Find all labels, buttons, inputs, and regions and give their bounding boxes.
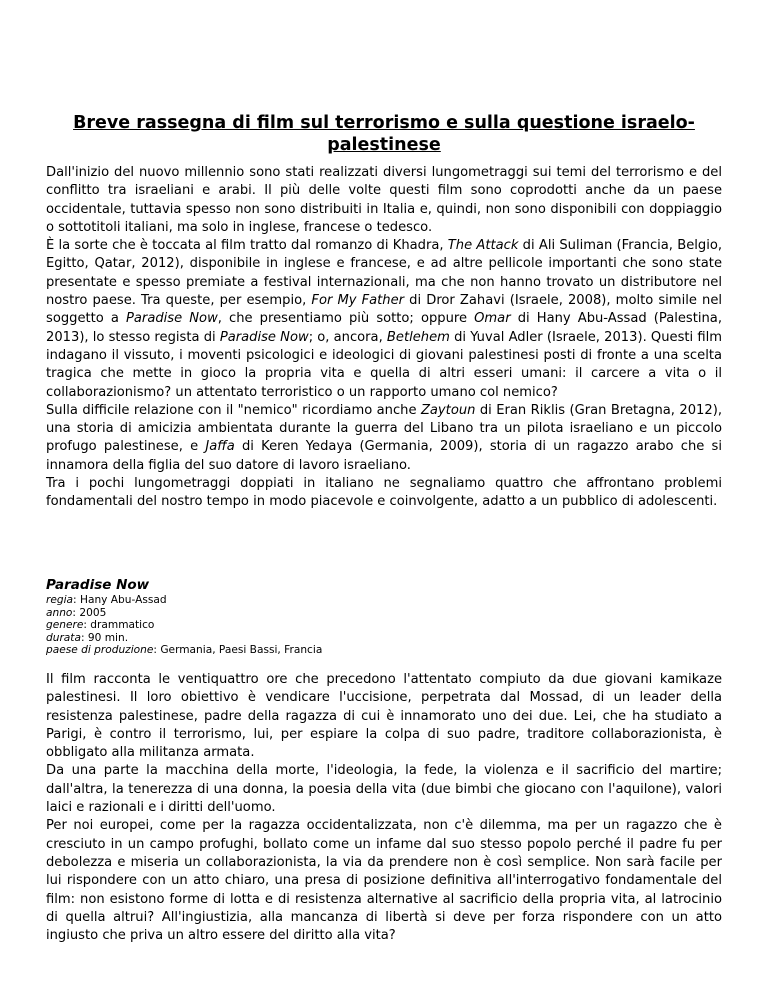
text-run: di Ali Suliman (Francia, Belgio, Egitto, Qatar, 2012), disponibile in inglese e francese, e ad altre pellicole importanti che sono state presentate e spesso premiate a festival internazionali, ma che non hanno trovato un distributore nel nostro paese. Tra queste, per esempio, [46, 238, 723, 309]
review-paragraph-2: Da una parte la macchina della morte, l'ideologia, la fede, la violenza e il sacrificio del martire; dall'altra, la tenerezza di una donna, la poesia della vita (due bimbi che giocano con l'aquilone), valori laici e razionali e i diritti dell'uomo. [46, 763, 722, 816]
film-heading: Paradise Now [46, 577, 150, 593]
metadata-row: regia: Hany Abu-Assad [46, 594, 167, 606]
text-run: È la sorte che è toccata al film tratto dal romanzo di Khadra, [46, 238, 448, 254]
metadata-value: Hany Abu-Assad [79, 594, 167, 606]
text-run: di Hany Abu-Assad (Palestina, 2013), lo stesso regista di [46, 311, 722, 345]
text-run: di Dror Zahavi (Israele, 2008), molto simile nel soggetto a [46, 293, 723, 327]
review-paragraph-3: Per noi europei, come per la ragazza occidentalizzata, non c'è dilemma, ma per un ragazzo che è cresciuto in un campo profughi, bollato come un infame dal suo stesso popolo perché il padre fu per debolezza e miseria un collaborazionista, la via da prendere non è così semplice. Non sarà facile per lui rispondere con un atto chiaro, una presa di posizione definitiva all'interrogativo fondamentale del film: non esistono forme di lotta e di resistenza alternative al sacrificio della propria vita, al latrocinio di quella altrui? All'ingiustizia, alla mancanza di libertà si deve per forza rispondere con un atto ingiusto che priva un altro essere del diritto alla vita? [46, 818, 722, 944]
metadata-row: paese di produzione: Germania, Paesi Bassi, Francia [46, 644, 323, 656]
metadata-key: genere [46, 619, 84, 631]
film-title: Paradise Now [126, 311, 218, 327]
metadata-value: Germania, Paesi Bassi, Francia [160, 644, 323, 656]
metadata-value: drammatico [90, 619, 155, 631]
film-title: For My Father [311, 293, 405, 309]
metadata-row: genere: drammatico [46, 619, 155, 631]
film-metadata [46, 594, 446, 657]
metadata-value: 90 min. [87, 631, 129, 644]
intro-paragraph-4: Tra i pochi lungometraggi doppiati in italiano ne segnaliamo quattro che affrontano problemi fondamentali del nostro tempo in modo piacevole e coinvolgente, adatto a un pubblico di adolescenti. [46, 476, 722, 510]
text-run: di Keren Yedaya (Germania, 2009), storia di un ragazzo arabo che si innamora della figlia del suo datore di lavoro israeliano. [46, 439, 722, 473]
film-review [46, 671, 722, 945]
film-title: Omar [474, 311, 511, 327]
film-title: Jaffa [205, 439, 235, 455]
metadata-key: regia [46, 594, 74, 606]
film-title: The Attack [447, 238, 519, 254]
metadata-row: durata: 90 min. [46, 631, 129, 644]
metadata-row: anno: 2005 [46, 606, 107, 619]
intro-paragraph-3 [46, 402, 722, 475]
intro-paragraph-1: Dall'inizio del nuovo millennio sono stati realizzati diversi lungometraggi sui temi del terrorismo e del conflitto tra israeliani e arabi. Il più delle volte questi film sono coprodotti anche da un paese occidentale, tuttavia spesso non sono distribuiti in Italia e, quindi, non sono disponibili con doppiaggio o sottotitoli italiani, ma solo in inglese, francese o tedesco. [46, 165, 722, 235]
film-title: Paradise Now [219, 329, 309, 345]
text-run: , che presentiamo più sotto; oppure [217, 311, 475, 327]
text-run: Sulla difficile relazione con il "nemico" ricordiamo anche [46, 402, 421, 418]
film-title: Betlehem [386, 329, 450, 345]
intro-section [46, 164, 722, 512]
metadata-key: durata [46, 631, 81, 644]
metadata-key: paese di produzione [46, 644, 154, 656]
metadata-key: anno [46, 606, 73, 619]
film-title: Zaytoun [420, 402, 476, 418]
intro-paragraph-2 [46, 237, 722, 402]
text-run: ; o, ancora, [308, 329, 387, 345]
document-title: Breve rassegna di film sul terrorismo e sulla questione israelo-palestinese [73, 113, 695, 155]
metadata-value: 2005 [79, 606, 107, 619]
text-run: di Yuval Adler (Israele, 2013). Questi film indagano il vissuto, i moventi psicologici e ideologici di giovani palestinesi posti di fronte a una scelta tragica che mette in gioco la propria vita e quella di altri esseri umani: il carcere a vita o il collaborazionismo? un attentato terroristico o un rapporto umano col nemico? [46, 329, 722, 400]
review-paragraph-1: Il film racconta le ventiquattro ore che precedono l'attentato compiuto da due giovani kamikaze palestinesi. Il loro obiettivo è vendicare l'uccisione, perpetrata dal Mossad, di un leader della resistenza palestinese, padre della ragazza di cui è innamorato uno dei due. Lei, che ha studiato a Parigi, è contro il terrorismo, lui, per espiare la colpa di suo padre, traditore collaborazionista, è obbligato alla militanza armata. [46, 672, 722, 761]
text-run: di Eran Riklis (Gran Bretagna, 2012), una storia di amicizia ambientata durante la guerra del Libano tra un pilota israeliano e un piccolo profugo palestinese, e [46, 402, 722, 455]
